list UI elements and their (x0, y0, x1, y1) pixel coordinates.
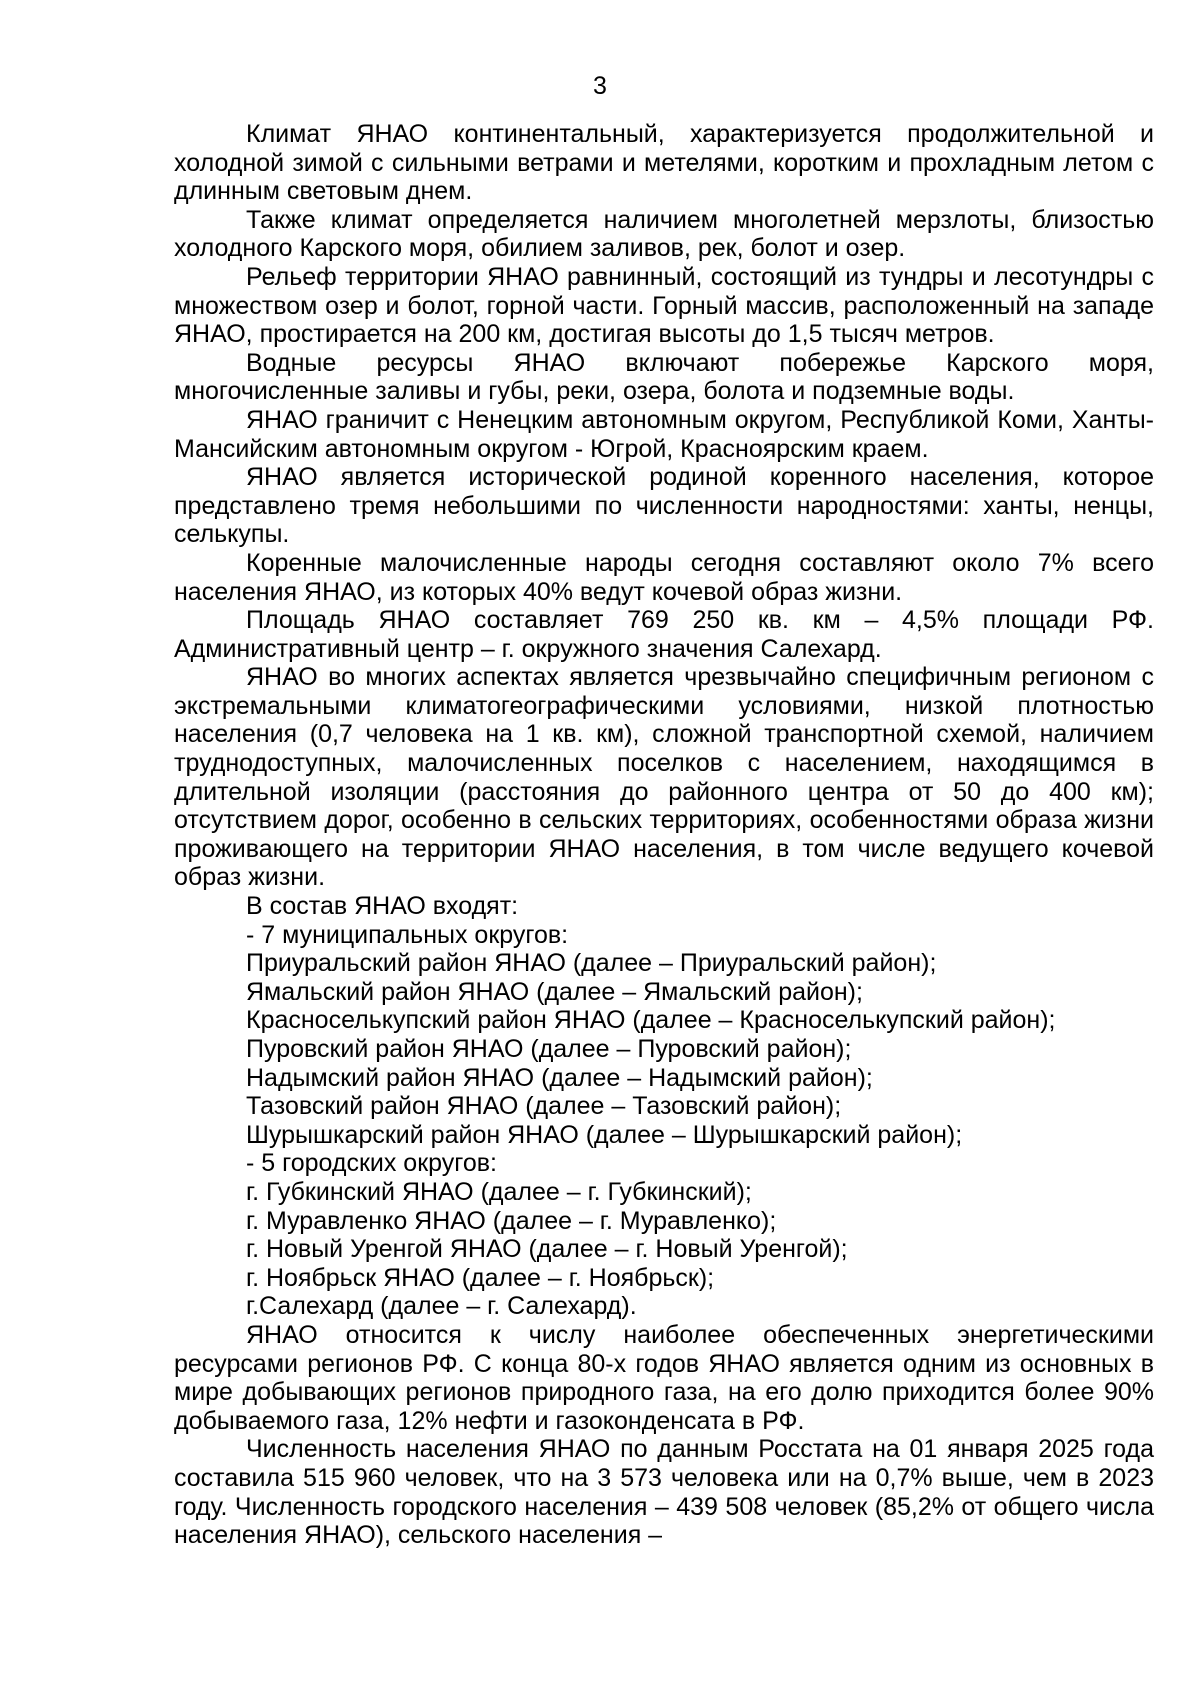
paragraph-borders: ЯНАО граничит с Ненецким автономным округом, Республикой Коми, Ханты-Мансийским автономным округом - Югрой, Красноярским краем. (174, 405, 1154, 463)
paragraph-energy: ЯНАО относится к числу наиболее обеспеченных энергетическими ресурсами регионов РФ. С конца 80-х годов ЯНАО является одним из основных в мире добывающих регионов природного газа, на его долю приходится более 90% добываемого газа, 12% нефти и газоконденсата в РФ. (174, 1320, 1154, 1435)
paragraph-area: Площадь ЯНАО составляет 769 250 кв. км – 4,5% площади РФ. Административный центр – г. окружного значения Салехард. (174, 606, 1154, 663)
paragraph-climate: Климат ЯНАО континентальный, характеризуется продолжительной и холодной зимой с сильными ветрами и метелями, коротким и прохладным летом с длинным световым днем. (174, 120, 1154, 206)
composition-intro: В состав ЯНАО входят: (246, 892, 519, 921)
list-item-urban: г. Новый Уренгой ЯНАО (далее – г. Новый Уренгой); (246, 1235, 848, 1264)
paragraph-population: Численность населения ЯНАО по данным Росстата на 01 января 2025 года составила 515 960 человек, что на 3 573 человека или на 0,7% выше, чем в 2023 году. Численность городского населения – 439 508 человек (85,2% от общего числа населения ЯНАО), сельского населения – (174, 1435, 1154, 1550)
page-number: 3 (593, 72, 607, 100)
list-item-municipal: Надымский район ЯНАО (далее – Надымский район); (246, 1063, 873, 1092)
list-item-municipal: Пуровский район ЯНАО (далее – Пуровский район); (246, 1035, 852, 1063)
paragraph-specifics: ЯНАО во многих аспектах является чрезвычайно специфичным регионом с экстремальными климатогеографическими условиями, низкой плотностью населения (0,7 человека на 1 кв. км), сложной транспортной схемой, наличием труднодоступных, малочисленных поселков с населением, находящимся в длительной изоляции (расстояния до районного центра от 50 до 400 км); отсутствием дорог, особенно в сельских территориях, особенностями образа жизни проживающего на территории ЯНАО населения, в том числе ведущего кочевой образ жизни. (174, 663, 1154, 892)
document-body (174, 120, 1154, 1550)
list-item-urban: г. Муравленко ЯНАО (далее – г. Муравленко); (246, 1206, 777, 1235)
paragraph-relief: Рельеф территории ЯНАО равнинный, состоящий из тундры и лесотундры с множеством озер и болот, горной части. Горный массив, расположенный на западе ЯНАО, простирается на 200 км, достигая высоты до 1,5 тысяч метров. (174, 262, 1154, 349)
list-item-urban: г. Ноябрьск ЯНАО (далее – г. Ноябрьск); (246, 1263, 715, 1292)
municipal-heading: - 7 муниципальных округов: (246, 920, 569, 949)
list-item-municipal: Красноселькупский район ЯНАО (далее – Красноселькупский район); (246, 1006, 1056, 1035)
paragraph-indigenous-share: Коренные малочисленные народы сегодня составляют около 7% всего населения ЯНАО, из которых 40% ведут кочевой образ жизни. (174, 548, 1154, 606)
paragraph-climate-factors: Также климат определяется наличием многолетней мерзлоты, близостью холодного Карского моря, обилием заливов, рек, болот и озер. (174, 205, 1154, 263)
paragraph-indigenous-homeland: ЯНАО является исторической родиной коренного населения, которое представлено тремя небольшими по численности народностями: ханты, ненцы, селькупы. (174, 463, 1154, 549)
list-item-urban: г. Губкинский ЯНАО (далее – г. Губкинский); (246, 1177, 752, 1206)
paragraph-water-resources: Водные ресурсы ЯНАО включают побережье Карского моря, многочисленные заливы и губы, реки, озера, болота и подземные воды. (174, 348, 1154, 406)
list-item-municipal: Шурышкарский район ЯНАО (далее – Шурышкарский район); (246, 1120, 963, 1149)
list-item-municipal: Тазовский район ЯНАО (далее – Тазовский район); (246, 1092, 842, 1121)
list-item-municipal: Ямальский район ЯНАО (далее – Ямальский район); (246, 977, 863, 1006)
list-item-municipal: Приуральский район ЯНАО (далее – Приуральский район); (246, 949, 937, 978)
urban-heading: - 5 городских округов: (246, 1149, 497, 1178)
list-item-urban: г.Салехард (далее – г. Салехард). (246, 1292, 637, 1321)
